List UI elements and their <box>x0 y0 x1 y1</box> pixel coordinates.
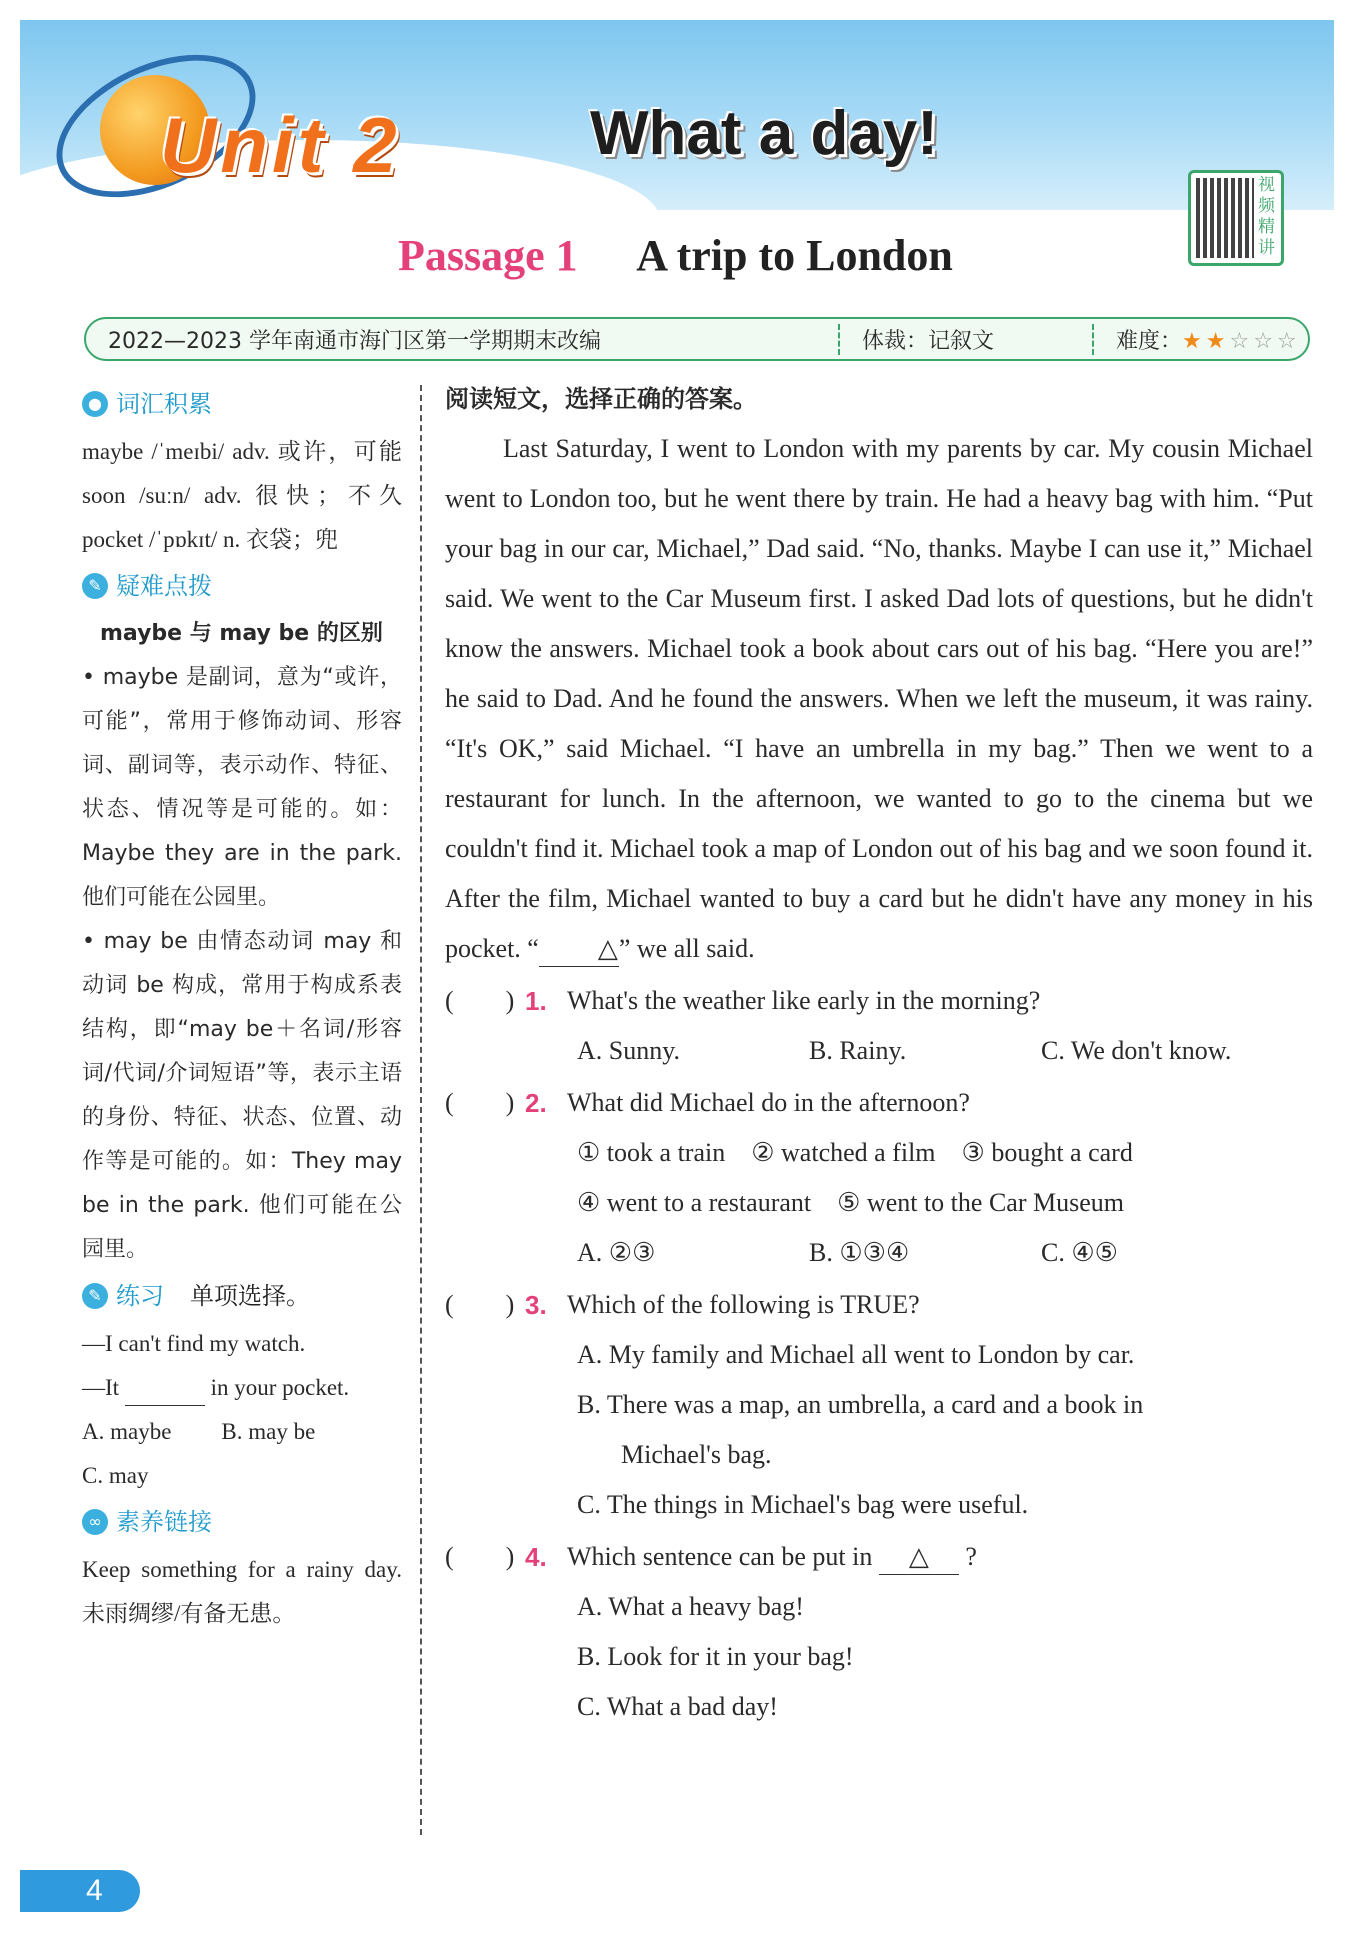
link-icon: ∞ <box>82 1509 108 1535</box>
practice-option-c[interactable]: C. may <box>82 1463 149 1488</box>
question-number: 1. <box>525 986 547 1016</box>
difficulty <box>1094 324 1301 355</box>
option-b[interactable]: B. Rainy. <box>809 1036 907 1065</box>
option-c[interactable]: C. ④⑤ <box>1041 1238 1118 1267</box>
option-c[interactable]: C. What a bad day! <box>577 1692 778 1721</box>
question-2-choices-1: ① took a train ② watched a film ③ bought a card <box>577 1138 1133 1167</box>
star-empty-icon: ☆☆☆ <box>1229 328 1301 354</box>
unit-logo <box>40 45 420 215</box>
literacy-heading: ∞ 素养链接 <box>82 1500 402 1544</box>
answer-bracket[interactable]: ( ) <box>445 1290 515 1319</box>
option-a[interactable]: A. My family and Michael all went to London by car. <box>577 1340 1135 1369</box>
option-a[interactable]: A. What a heavy bag! <box>577 1592 804 1621</box>
qr-code[interactable] <box>1188 170 1284 266</box>
practice-line-1: —I can't find my watch. <box>82 1331 306 1356</box>
question-stem: Which sentence can be put in △ ? <box>567 1532 1313 1582</box>
practice-option-b[interactable]: B. may be <box>221 1419 316 1444</box>
question-stem: Which of the following is TRUE? <box>567 1290 920 1319</box>
practice-options <box>82 1410 402 1454</box>
literacy-text: Keep something for a rainy day. 未雨绸缪/有备无患。 <box>82 1557 402 1626</box>
vocab-heading: ● 词汇积累 <box>82 382 402 426</box>
passage-number: Passage 1 <box>398 231 578 280</box>
tips-point-1: • maybe 是副词，意为“或许，可能”，常用于修饰动词、形容词、副词等，表示动作、特征、状态、情况等是可能的。如：Maybe they are in the park. 他们可能在公园里。 <box>82 665 402 910</box>
answer-bracket[interactable]: ( ) <box>445 1542 515 1571</box>
answer-bracket[interactable]: ( ) <box>445 1088 515 1117</box>
question-stem: What did Michael do in the afternoon? <box>567 1088 970 1117</box>
column-divider <box>420 385 422 1835</box>
option-c[interactable]: C. We don't know. <box>1041 1036 1232 1065</box>
unit-label: Unit 2 <box>160 101 401 189</box>
question-blank: △ <box>879 1540 959 1575</box>
unit-title: What a day! <box>590 99 938 168</box>
question-number: 3. <box>525 1290 547 1320</box>
question-number: 4. <box>525 1542 547 1572</box>
source-text: 2022—2023 学年南通市海门区第一学期期末改编 <box>86 324 840 355</box>
option-b[interactable]: B. ①③④ <box>809 1238 910 1267</box>
practice-heading: ✎ 练习 单项选择。 <box>82 1274 402 1318</box>
answer-bracket[interactable]: ( ) <box>445 986 515 1015</box>
genre-text: 体裁：记叙文 <box>840 324 1094 355</box>
passage-topic: A trip to London <box>636 231 953 280</box>
qr-label: 视频精讲 <box>1258 175 1275 258</box>
question-number: 2. <box>525 1088 547 1118</box>
question-1 <box>445 976 1313 1026</box>
info-bar <box>84 317 1310 361</box>
question-3 <box>445 1280 1313 1330</box>
passage-blank[interactable]: △ <box>539 932 619 967</box>
main-content <box>445 380 1313 1732</box>
passage-title <box>398 230 953 281</box>
practice-blank[interactable] <box>125 1371 205 1406</box>
question-stem: What's the weather like early in the morning? <box>567 986 1041 1015</box>
tips-heading: ✎ 疑难点拨 <box>82 564 402 608</box>
book-icon: ● <box>82 391 108 417</box>
star-filled-icon: ★★ <box>1182 328 1230 354</box>
page-number: 4 <box>20 1870 140 1912</box>
option-a[interactable]: A. Sunny. <box>577 1036 681 1065</box>
practice-line-2: —It in your pocket. <box>82 1366 402 1410</box>
reading-instruction: 阅读短文，选择正确的答案。 <box>445 385 757 413</box>
difficulty-stars-icon <box>1182 329 1301 354</box>
option-c[interactable]: C. The things in Michael's bag were useful. <box>577 1490 1029 1519</box>
option-b[interactable]: B. Look for it in your bag! <box>577 1642 854 1671</box>
option-b-continued: Michael's bag. <box>621 1440 772 1469</box>
passage-text: Last Saturday, I went to London with my parents by car. My cousin Michael went to London too, but he went there by train. He had a heavy bag with him. “Put your bag in our car, Michael,” Dad said. “No, thanks. Maybe I can use it,” Michael said. We went to the Car Museum first. I asked Dad lots of questions, but he didn't know the answers. Michael took a book about cars out of his bag. “Here you are!” he said to Dad. And he found the answers. When we left the museum, it was rainy. “It's OK,” said Michael. “I have an umbrella in my bag.” Then we went to a restaurant for lunch. In the afternoon, we wanted to go to the cinema but we couldn't find it. Michael took a map of London out of his bag and we soon found it. After the film, Michael wanted to buy a card but he didn't have any money in his pocket. “ △” we all said. <box>445 424 1313 974</box>
question-2 <box>445 1078 1313 1128</box>
tips-point-2: • may be 由情态动词 may 和动词 be 构成，常用于构成系表结构，即“may be＋名词/形容词/代词/介词短语”等，表示主语的身份、特征、状态、位置、动作等是可能的。如：They may be in the park. 他们可能在公园里。 <box>82 929 402 1262</box>
vocab-text: maybe /ˈmeɪbi/ adv. 或许，可能 soon /suːn/ adv. 很快；不久 pocket /ˈpɒkɪt/ n. 衣袋；兜 <box>82 439 425 552</box>
pen-icon: ✎ <box>82 573 108 599</box>
question-1-options <box>445 1026 1313 1076</box>
tips-subtitle: maybe 与 may be 的区别 <box>100 621 383 646</box>
pencil-icon: ✎ <box>82 1283 108 1309</box>
option-a[interactable]: A. ②③ <box>577 1238 656 1267</box>
difficulty-label: 难度： <box>1116 328 1183 354</box>
question-2-options <box>445 1228 1313 1278</box>
practice-option-a[interactable]: A. maybe <box>82 1419 172 1444</box>
qr-code-icon <box>1196 178 1254 258</box>
question-4 <box>445 1532 1313 1582</box>
sidebar <box>82 380 425 1636</box>
option-b[interactable]: B. There was a map, an umbrella, a card and a book in <box>577 1390 1144 1419</box>
question-2-choices-2: ④ went to a restaurant ⑤ went to the Car Museum <box>577 1188 1124 1217</box>
